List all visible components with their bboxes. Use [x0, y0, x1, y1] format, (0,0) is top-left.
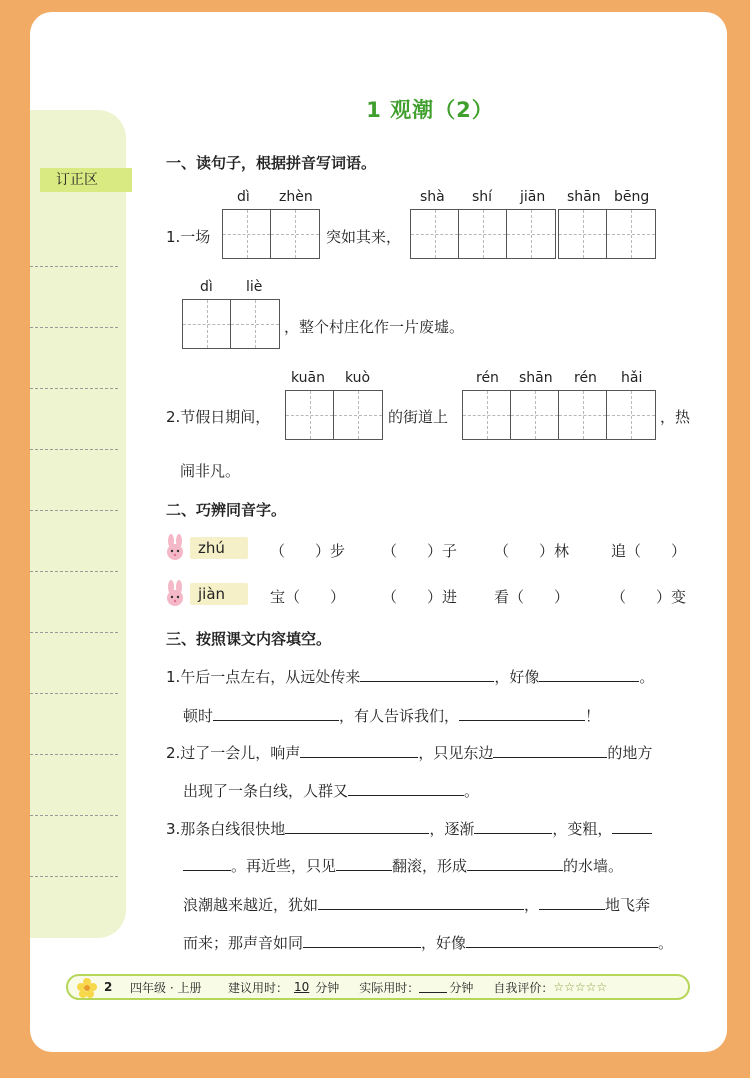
pinyin: shí [472, 189, 493, 205]
pinyin: kuò [345, 370, 371, 386]
answer-blank[interactable] [285, 820, 429, 834]
rating-stars[interactable]: ☆☆☆☆☆ [553, 980, 608, 994]
writing-grid[interactable] [222, 209, 320, 259]
answer-blank[interactable] [612, 820, 652, 834]
fill-text: ！ [585, 707, 601, 725]
margin-line [30, 571, 118, 572]
fill-text: ，只见东边 [418, 744, 494, 762]
writing-grid[interactable] [462, 390, 656, 440]
fill-text: 2.过了一会儿，响声 [166, 744, 301, 762]
fill-text: 1.午后一点左右，从远处传来 [166, 668, 361, 686]
actual-time-label: 实际用时： [359, 980, 420, 995]
fill-text: 3.那条白线很快地 [166, 820, 286, 838]
section3-heading: 三、按照课文内容填空。 [166, 630, 332, 648]
fill-line [166, 818, 652, 839]
fill-line [183, 932, 673, 953]
q2-line2: 闹非凡。 [180, 462, 241, 480]
margin-line [30, 632, 118, 633]
homophone-item: （ ）子 [382, 542, 458, 560]
pinyin: jiān [520, 189, 546, 205]
pinyin: zhèn [279, 189, 313, 205]
margin-line [30, 693, 118, 694]
homophone-item: 看（ ） [494, 588, 570, 606]
section2-heading: 二、巧辨同音字。 [166, 501, 287, 519]
homophone-item: （ ）林 [494, 542, 570, 560]
fill-text: 的地方 [607, 744, 653, 762]
fill-text: 。 [658, 934, 674, 952]
bunny-icon [162, 534, 188, 562]
margin-line [30, 510, 118, 511]
answer-blank[interactable] [539, 896, 605, 910]
fill-text: 的水墙。 [563, 857, 624, 875]
fill-text: 。再近些，只见 [231, 857, 337, 875]
answer-blank[interactable] [213, 707, 339, 721]
pinyin: shà [420, 189, 445, 205]
pinyin: dì [200, 279, 213, 295]
answer-blank[interactable] [467, 857, 563, 871]
pinyin: hǎi [621, 370, 643, 386]
answer-blank[interactable] [348, 782, 464, 796]
fill-text: 地飞奔 [605, 896, 651, 914]
answer-blank[interactable] [183, 857, 231, 871]
actual-time-unit: 分钟 [449, 980, 474, 995]
fill-text: 。 [639, 668, 655, 686]
homophone-pinyin: jiàn [190, 583, 248, 605]
section1-heading: 一、读句子，根据拼音写词语。 [166, 154, 377, 172]
fill-line [166, 742, 652, 763]
q2-mid: 的街道上 [388, 408, 449, 426]
pinyin: shān [519, 370, 553, 386]
fill-text: ，有人告诉我们， [339, 707, 460, 725]
fill-line [166, 666, 654, 687]
pinyin: shān [567, 189, 601, 205]
answer-blank[interactable] [466, 934, 658, 948]
margin-line [30, 388, 118, 389]
answer-blank[interactable] [459, 707, 585, 721]
fill-text: 浪潮越来越近，犹如 [183, 896, 319, 914]
q2-end: ，热 [660, 408, 691, 426]
writing-grid[interactable] [182, 299, 280, 349]
margin-line [30, 815, 118, 816]
grade-label: 四年级 · 上册 [130, 980, 202, 995]
suggest-time-unit: 分钟 [315, 980, 340, 995]
pinyin: liè [246, 279, 263, 295]
margin-line [30, 449, 118, 450]
pinyin: rén [476, 370, 499, 386]
pinyin: kuān [291, 370, 326, 386]
pinyin: dì [237, 189, 250, 205]
fill-text: 。 [464, 782, 480, 800]
answer-blank[interactable] [539, 668, 639, 682]
actual-time-blank[interactable] [419, 981, 447, 993]
bunny-icon [162, 580, 188, 608]
homophone-item: 宝（ ） [270, 588, 346, 606]
fill-text: 出现了一条白线，人群又 [183, 782, 349, 800]
pinyin: bēng [614, 189, 650, 205]
answer-blank[interactable] [303, 934, 421, 948]
writing-grid[interactable] [285, 390, 383, 440]
homophone-pinyin: zhú [190, 537, 248, 559]
homophone-item: （ ）变 [611, 588, 687, 606]
q1-mid: 突如其来， [326, 228, 402, 246]
fill-line [183, 705, 600, 726]
writing-grid[interactable] [410, 209, 556, 259]
suggest-time-value: 10 [294, 980, 310, 994]
page-title: 1 观潮（2） [366, 98, 494, 122]
fill-text: ，好像 [494, 668, 540, 686]
answer-blank[interactable] [318, 896, 524, 910]
writing-grid[interactable] [558, 209, 656, 259]
fill-text: 而来；那声音如同 [183, 934, 304, 952]
margin-line [30, 327, 118, 328]
margin-line [30, 754, 118, 755]
fill-text: ，变粗， [552, 820, 613, 838]
answer-blank[interactable] [336, 857, 392, 871]
homophone-item: 追（ ） [611, 542, 687, 560]
self-eval-label: 自我评价： [493, 980, 554, 995]
margin-line [30, 266, 118, 267]
footer-bar [66, 974, 690, 1000]
flower-icon [76, 977, 98, 999]
answer-blank[interactable] [300, 744, 418, 758]
fill-text: ，逐渐 [429, 820, 475, 838]
page-number: 2 [104, 980, 113, 994]
margin-line [30, 876, 118, 877]
homophone-item: （ ）进 [382, 588, 458, 606]
answer-blank[interactable] [493, 744, 607, 758]
q2-prefix: 2.节假日期间， [166, 408, 271, 426]
fill-text: 顿时 [183, 707, 214, 725]
fill-text: ，好像 [421, 934, 467, 952]
fill-line [183, 855, 623, 876]
homophone-item: （ ）步 [270, 542, 346, 560]
suggest-time-label: 建议用时： [228, 980, 289, 995]
answer-blank[interactable] [360, 668, 494, 682]
q1-end: ，整个村庄化作一片废墟。 [284, 318, 465, 336]
correction-label: 订正区 [40, 168, 132, 192]
q1-prefix: 1.一场 [166, 228, 211, 246]
fill-text: ， [524, 896, 540, 914]
fill-text: 翻滚，形成 [392, 857, 468, 875]
fill-line [183, 894, 650, 915]
answer-blank[interactable] [474, 820, 552, 834]
fill-line [183, 780, 479, 801]
pinyin: rén [574, 370, 597, 386]
correction-margin [30, 110, 126, 938]
